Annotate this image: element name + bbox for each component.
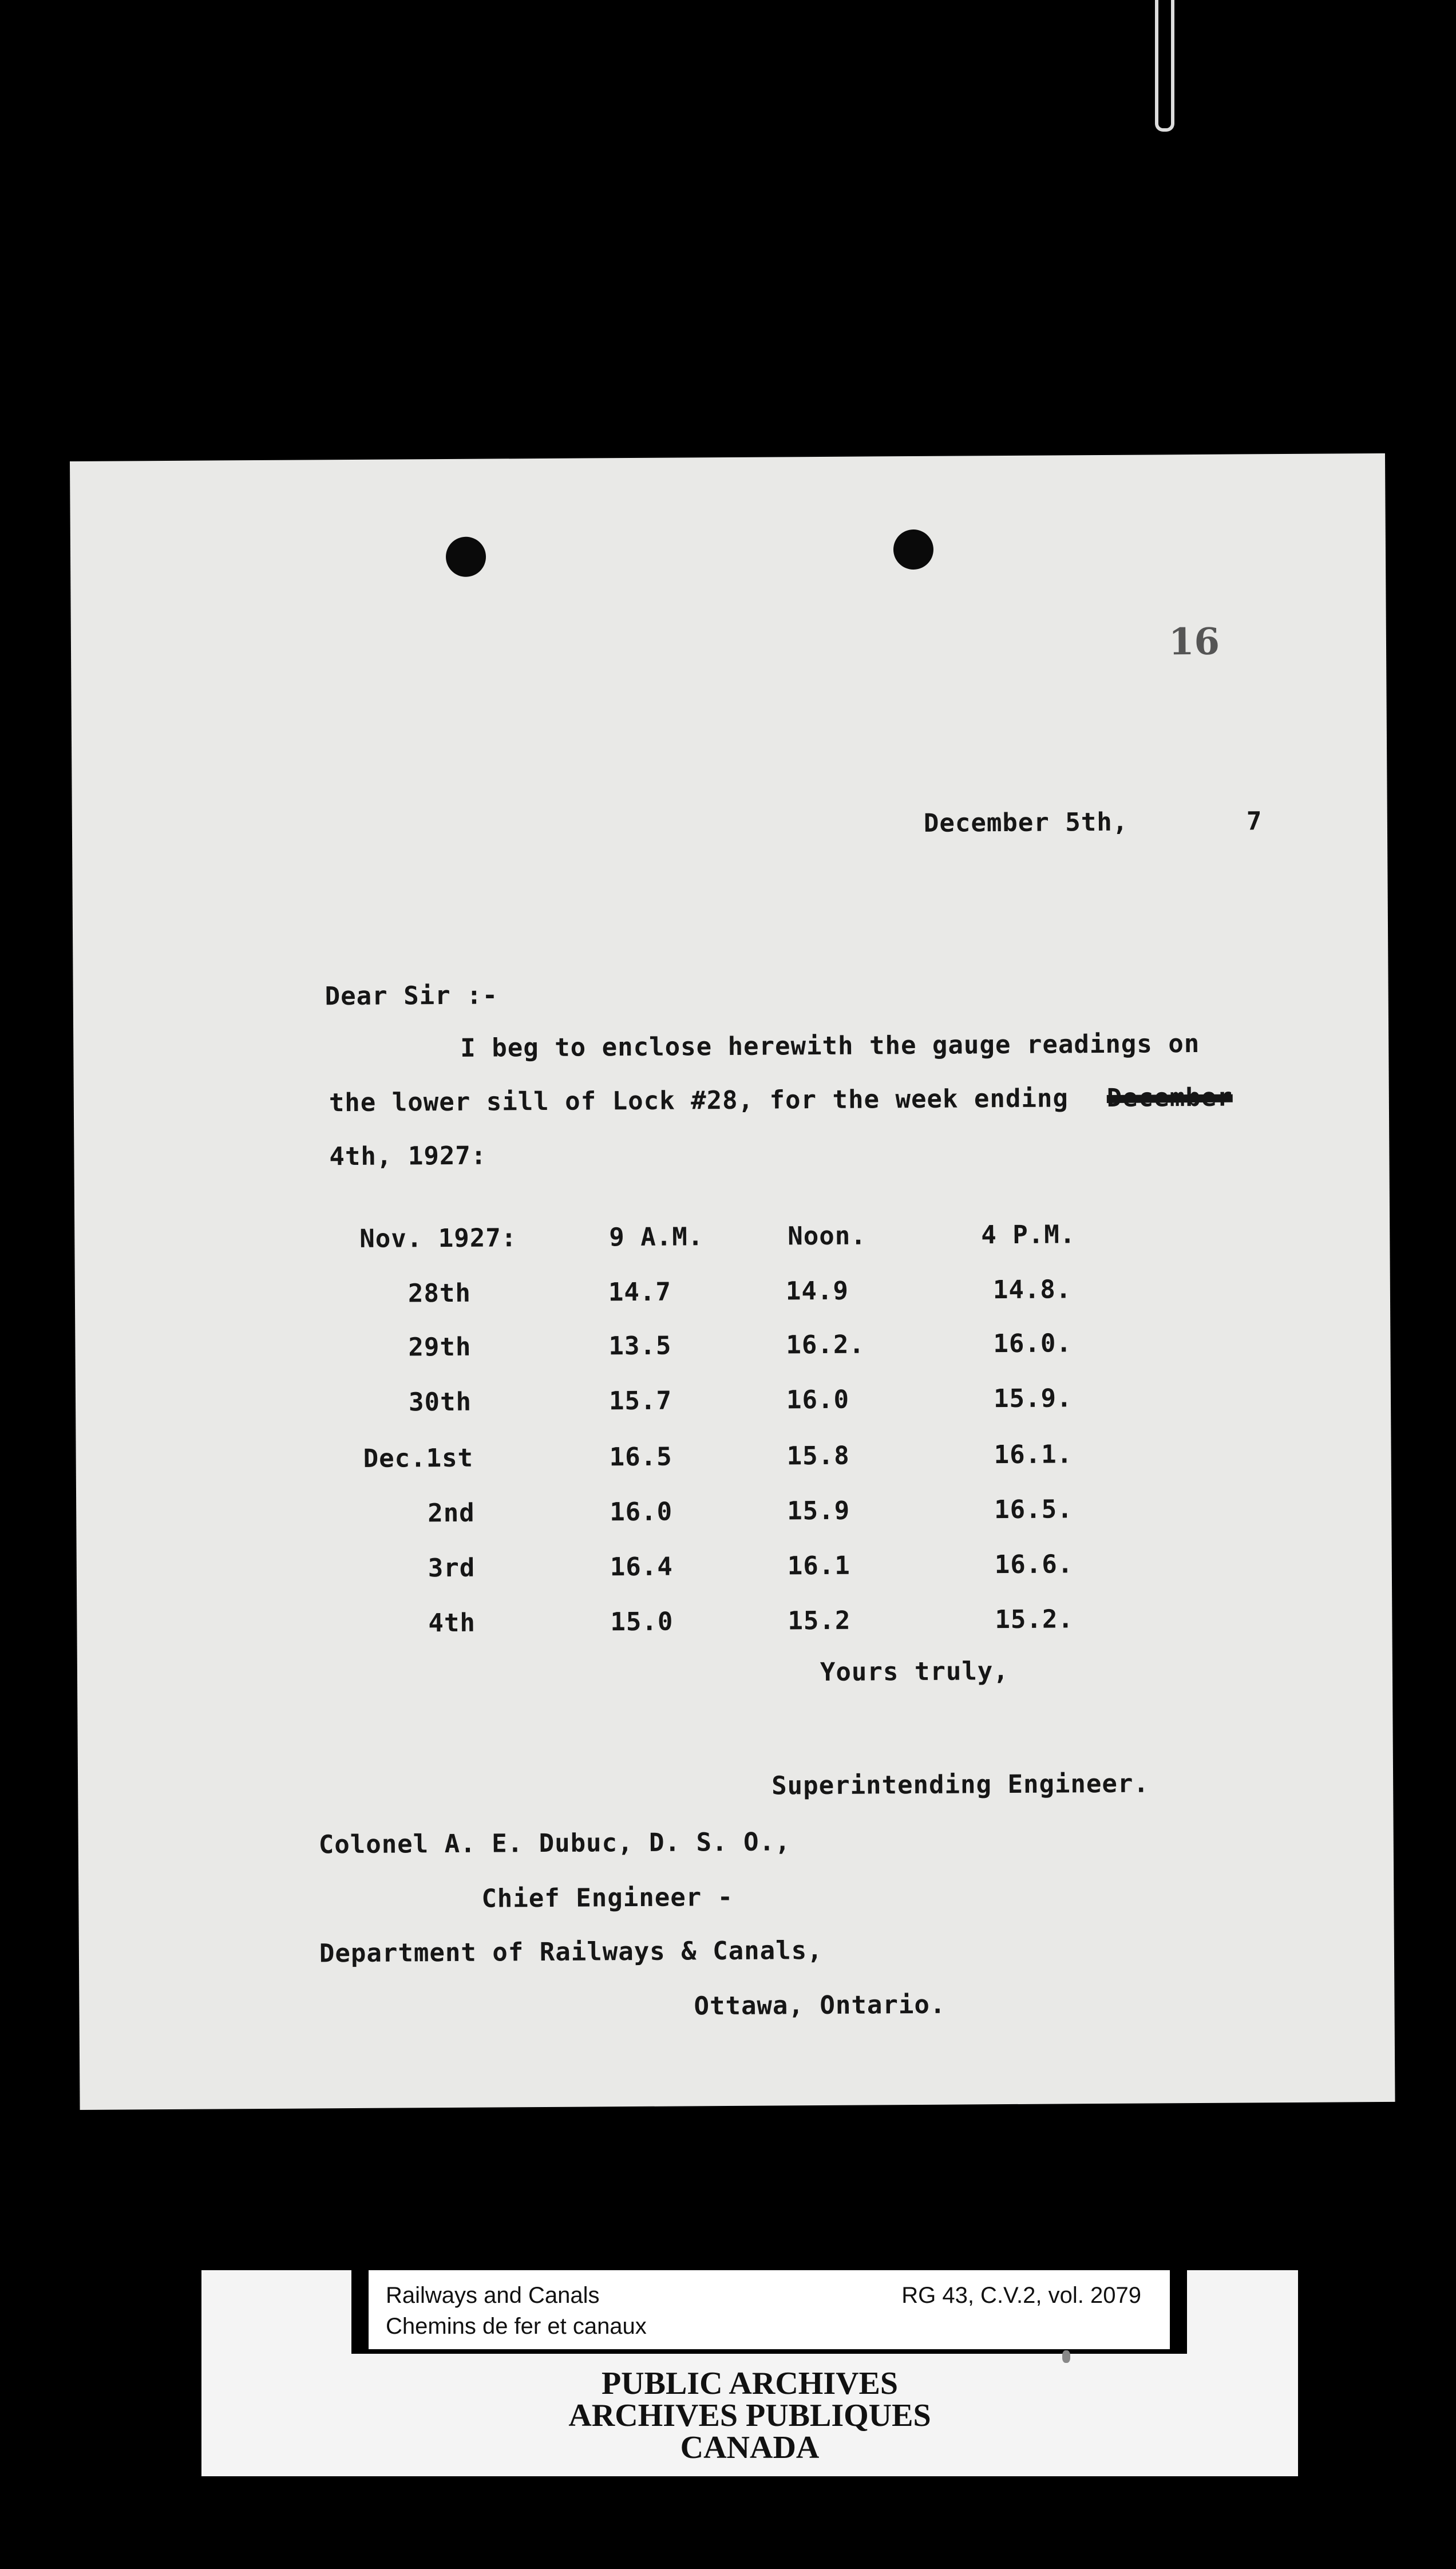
table-header-9am: 9 A.M.	[609, 1222, 704, 1252]
row-4pm: 16.6.	[994, 1550, 1074, 1580]
row-4pm: 16.0.	[993, 1329, 1073, 1359]
row-9am: 15.0	[610, 1607, 674, 1637]
addressee-city: Ottawa, Ontario.	[694, 1990, 946, 2021]
row-4pm: 14.8.	[992, 1275, 1072, 1305]
archive-reference-strip	[351, 2270, 1187, 2354]
row-9am: 16.0	[610, 1497, 673, 1527]
body-line-2-struck-word: December	[1106, 1082, 1233, 1113]
film-edge-mark	[1155, 0, 1174, 132]
row-4pm: 15.9.	[993, 1384, 1073, 1414]
archive-name-french: ARCHIVES PUBLIQUES	[568, 2398, 931, 2433]
letter-date: December 5th,	[923, 807, 1129, 838]
row-noon: 14.9	[785, 1276, 849, 1306]
pencil-file-number: 16	[1168, 620, 1220, 664]
archive-country: CANADA	[680, 2430, 820, 2465]
row-day: 29th	[408, 1332, 472, 1362]
row-day: 3rd	[428, 1553, 476, 1583]
row-4pm: 16.1.	[994, 1440, 1073, 1470]
row-9am: 16.4	[610, 1552, 673, 1582]
row-9am: 15.7	[608, 1386, 672, 1416]
body-line-2: the lower sill of Lock #28, for the week ending	[329, 1084, 1069, 1118]
body-line-1: I beg to enclose herewith the gauge readings on	[460, 1029, 1200, 1063]
closing: Yours truly,	[820, 1657, 1009, 1687]
film-speck	[1062, 2350, 1070, 2363]
addressee-title: Chief Engineer -	[481, 1882, 734, 1914]
row-noon: 15.8	[786, 1441, 850, 1471]
table-header-date: Nov. 1927:	[359, 1223, 517, 1254]
row-day: 2nd	[428, 1498, 475, 1528]
body-line-3: 4th, 1927:	[329, 1141, 487, 1172]
row-noon: 15.9	[787, 1496, 850, 1526]
punch-hole-right	[893, 529, 933, 570]
row-noon: 15.2	[788, 1606, 851, 1636]
archive-name-english: PUBLIC ARCHIVES	[601, 2366, 899, 2401]
archive-reference: RG 43, C.V.2, vol. 2079	[901, 2283, 1141, 2308]
fonds-name-french: Chemins de fer et canaux	[386, 2314, 647, 2339]
archive-label	[201, 2270, 1298, 2476]
signature-title: Superintending Engineer.	[771, 1769, 1150, 1801]
row-day: Dec.1st	[363, 1443, 474, 1473]
letter-sheet	[70, 453, 1395, 2110]
table-header-noon: Noon.	[788, 1221, 867, 1251]
table-header-4pm: 4 P.M.	[981, 1220, 1076, 1250]
row-day: 28th	[407, 1278, 472, 1309]
row-day: 4th	[428, 1608, 476, 1638]
row-9am: 13.5	[608, 1331, 672, 1361]
row-9am: 14.7	[608, 1277, 672, 1307]
row-9am: 16.5	[609, 1442, 672, 1472]
addressee-name: Colonel A. E. Dubuc, D. S. O.,	[318, 1827, 791, 1860]
salutation: Dear Sir :-	[325, 981, 498, 1011]
row-noon: 16.0	[786, 1385, 850, 1415]
row-noon: 16.2.	[786, 1330, 865, 1360]
letter-date-year-mark: 7	[1246, 807, 1263, 836]
row-noon: 16.1	[787, 1551, 850, 1581]
row-4pm: 15.2.	[995, 1604, 1074, 1635]
punch-hole-left	[446, 537, 486, 577]
fonds-name-english: Railways and Canals	[386, 2283, 600, 2308]
row-4pm: 16.5.	[994, 1495, 1073, 1525]
addressee-department: Department of Railways & Canals,	[319, 1936, 823, 1969]
row-day: 30th	[408, 1387, 472, 1417]
